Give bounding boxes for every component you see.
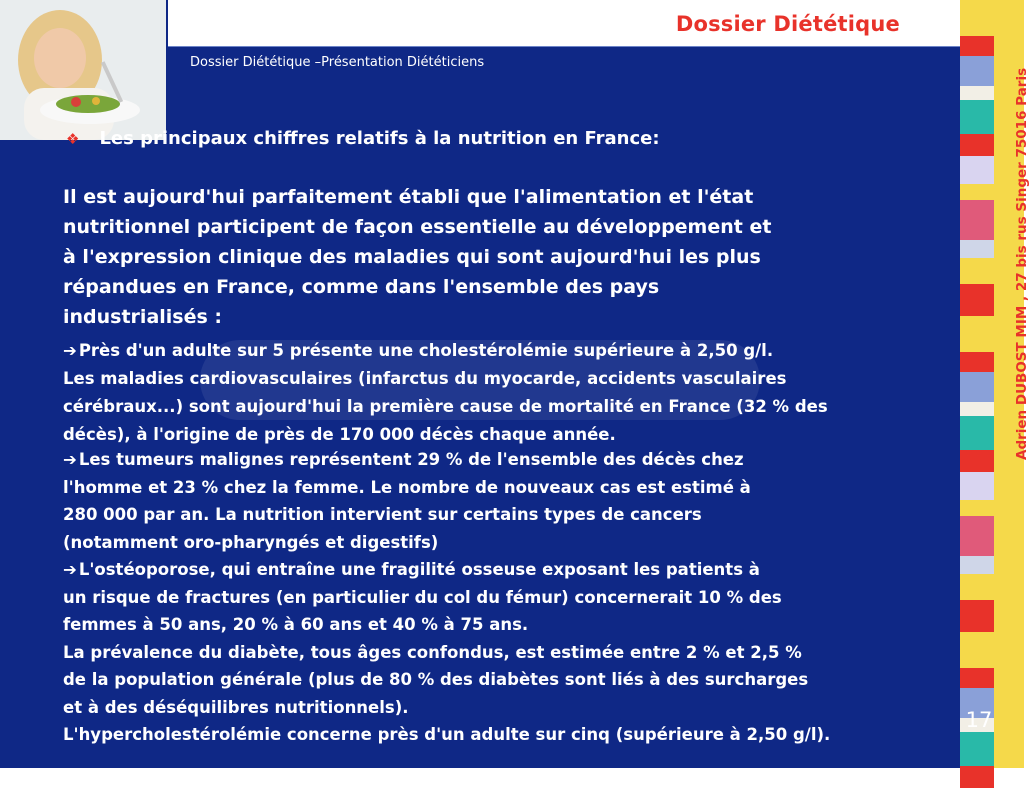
body-line xyxy=(63,615,528,634)
body-line-text: nutritionnel participent de façon essentielle au développement et xyxy=(63,216,772,238)
color-stripe xyxy=(960,516,994,556)
body-line-text: décès), à l'origine de près de 170 000 décès chaque année. xyxy=(63,425,616,444)
body-line-text: Il est aujourd'hui parfaitement établi que l'alimentation et l'état xyxy=(63,186,754,208)
body-line xyxy=(63,216,771,238)
body-line xyxy=(63,341,773,360)
color-stripe xyxy=(960,184,994,200)
author-vertical-text: Adrien DUBOST MIM , 27 bis rus Singer 75016 Paris xyxy=(1014,67,1030,460)
body-line-text: femmes à 50 ans, 20 % à 60 ans et 40 % à 75 ans. xyxy=(63,615,529,634)
color-stripe xyxy=(960,316,994,352)
color-stripe xyxy=(960,556,994,574)
diamond-bullet-icon: ❖ xyxy=(66,130,80,148)
header-bar xyxy=(168,0,960,46)
body-line xyxy=(63,560,760,579)
body-line-text: de la population générale (plus de 80 % des diabètes sont liés à des surcharges xyxy=(63,670,809,689)
right-arrow-icon: ➔ xyxy=(63,450,77,469)
page-title: Dossier Diététique xyxy=(675,12,900,36)
color-stripe xyxy=(960,632,994,668)
color-stripe xyxy=(960,450,994,472)
page-number: 17 xyxy=(965,708,993,732)
color-stripe xyxy=(960,600,994,632)
color-stripe xyxy=(960,100,994,134)
page-subtitle: Dossier Diététique –Présentation Diététiciens xyxy=(190,55,485,70)
color-stripe xyxy=(960,156,994,184)
body-line-text: (notamment oro-pharyngés et digestifs) xyxy=(63,533,439,552)
color-stripe xyxy=(960,766,994,788)
body-line xyxy=(63,397,828,416)
body-line-text: L'hypercholestérolémie concerne près d'un adulte sur cinq (supérieure à 2,50 g/l). xyxy=(63,725,831,744)
section-heading xyxy=(66,128,660,149)
body-line xyxy=(63,725,830,744)
color-stripe xyxy=(960,372,994,402)
header-divider xyxy=(168,46,960,47)
right-arrow-icon: ➔ xyxy=(63,560,77,579)
color-stripe xyxy=(960,500,994,516)
body-line xyxy=(63,533,438,552)
body-line-text: 280 000 par an. La nutrition intervient sur certains types de cancers xyxy=(63,505,702,524)
color-stripe xyxy=(960,240,994,258)
body-line xyxy=(63,369,786,388)
color-stripe xyxy=(960,416,994,450)
color-stripe xyxy=(960,56,994,86)
body-line-text: Les maladies cardiovasculaires (infarctus du myocarde, accidents vasculaires xyxy=(63,369,787,388)
body-line xyxy=(63,698,409,717)
body-line xyxy=(63,425,616,444)
section-heading-text: Les principaux chiffres relatifs à la nutrition en France: xyxy=(99,128,660,149)
color-stripe xyxy=(960,134,994,156)
body-line-text: et à des déséquilibres nutritionnels). xyxy=(63,698,409,717)
color-stripe xyxy=(960,668,994,688)
body-line xyxy=(63,246,761,268)
color-stripe-column xyxy=(960,0,994,768)
header-photo xyxy=(0,0,166,140)
body-line xyxy=(63,670,808,689)
body-line xyxy=(63,276,659,298)
body-line xyxy=(63,588,782,607)
body-line-text: cérébraux...) sont aujourd'hui la première cause de mortalité en France (32 % des xyxy=(63,397,828,416)
color-stripe xyxy=(960,284,994,316)
body-line-text: Les tumeurs malignes représentent 29 % de l'ensemble des décès chez xyxy=(78,450,744,469)
body-line-text: Près d'un adulte sur 5 présente une cholestérolémie supérieure à 2,50 g/l. xyxy=(78,341,774,360)
body-line-text: La prévalence du diabète, tous âges confondus, est estimée entre 2 % et 2,5 % xyxy=(63,643,802,662)
woman-eating-salad-image xyxy=(0,0,166,140)
body-line-text: un risque de fractures (en particulier du col du fémur) concernerait 10 % des xyxy=(63,588,782,607)
body-line-text: l'homme et 23 % chez la femme. Le nombre de nouveaux cas est estimé à xyxy=(63,478,751,497)
color-stripe xyxy=(960,86,994,100)
color-stripe xyxy=(960,0,994,36)
body-line xyxy=(63,186,753,208)
color-stripe xyxy=(960,574,994,600)
color-stripe xyxy=(960,36,994,56)
color-stripe xyxy=(960,472,994,500)
body-line xyxy=(63,450,744,469)
body-line xyxy=(63,643,802,662)
color-stripe xyxy=(960,200,994,240)
right-arrow-icon: ➔ xyxy=(63,341,77,360)
color-stripe xyxy=(960,352,994,372)
body-line-text: L'ostéoporose, qui entraîne une fragilité osseuse exposant les patients à xyxy=(78,560,760,579)
body-line-text: industrialisés : xyxy=(63,306,223,328)
body-line xyxy=(63,478,751,497)
color-stripe xyxy=(960,402,994,416)
body-line-text: répandues en France, comme dans l'ensemble des pays xyxy=(63,276,660,298)
body-line xyxy=(63,505,702,524)
body-line xyxy=(63,306,222,328)
body-line-text: à l'expression clinique des maladies qui sont aujourd'hui les plus xyxy=(63,246,761,268)
color-stripe xyxy=(960,258,994,284)
